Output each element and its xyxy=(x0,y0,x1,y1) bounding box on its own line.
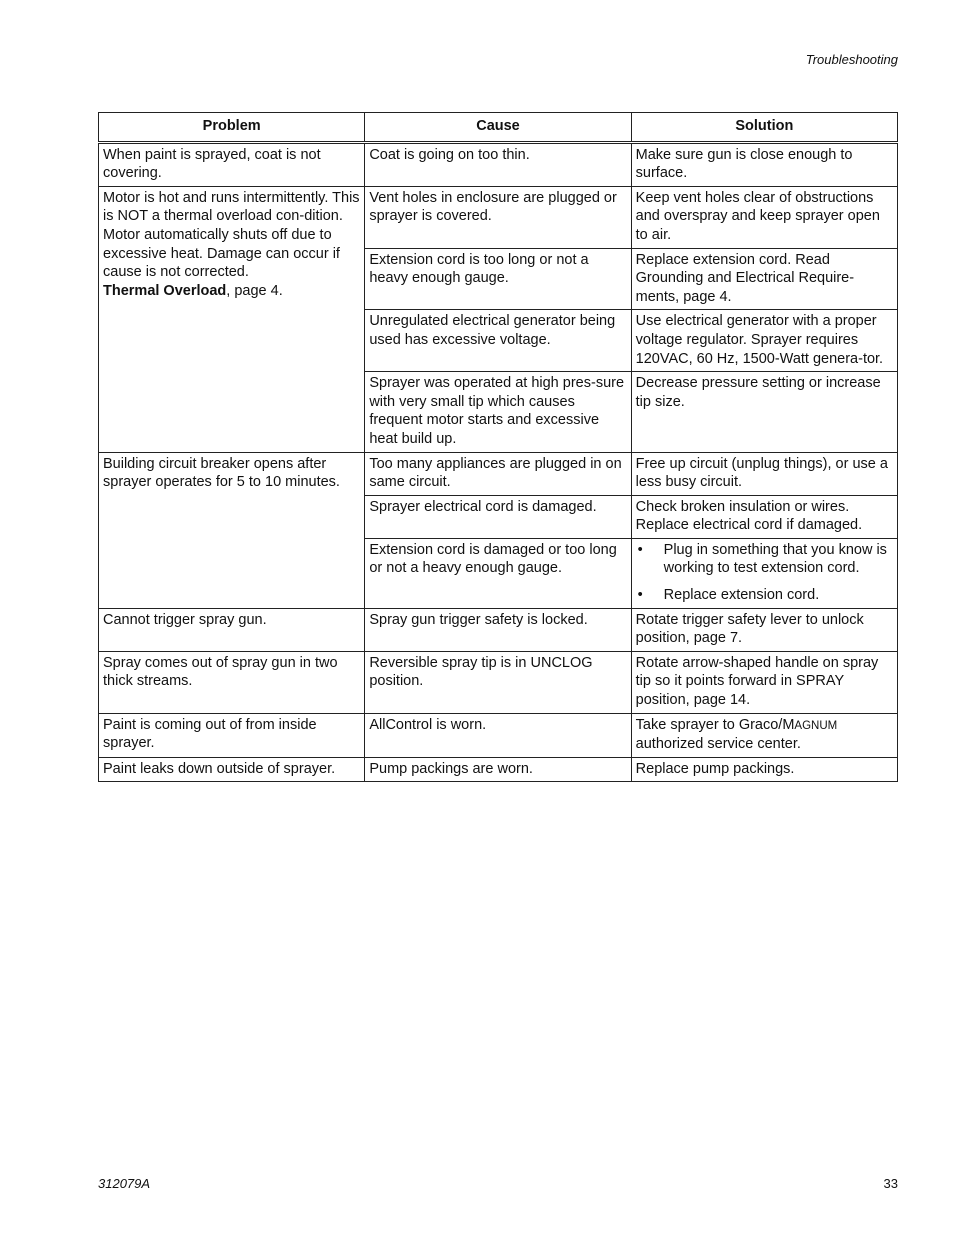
cause-cell: Sprayer was operated at high pres-sure with very small tip which causes frequent motor starts and excessive heat build up. xyxy=(365,372,631,452)
table-row xyxy=(99,452,898,495)
solution-cell xyxy=(631,538,897,608)
bullet-text: Plug in something that you know is working to test extension cord. xyxy=(663,541,887,577)
solution-cell: Decrease pressure setting or increase tip size. xyxy=(631,372,897,452)
bullet-icon: • xyxy=(637,541,643,558)
page-reference: , page 4. xyxy=(226,282,283,299)
bullet-icon: • xyxy=(637,587,643,604)
cause-cell: Spray gun trigger safety is locked. xyxy=(365,608,631,651)
table-row xyxy=(99,608,898,651)
document-number: 312079A xyxy=(98,1176,151,1191)
solution-cell: Make sure gun is close enough to surface. xyxy=(631,142,897,186)
solution-text-tail: authorized service center. xyxy=(635,736,801,753)
problem-cell: Building circuit breaker opens after sprayer operates for 5 to 10 minutes. xyxy=(99,452,365,608)
cause-cell: Too many appliances are plugged in on same circuit. xyxy=(365,452,631,495)
table-row xyxy=(99,186,898,248)
bullet-item xyxy=(636,586,893,605)
solution-cell: Rotate trigger safety lever to unlock position, page 7. xyxy=(631,608,897,651)
problem-cell: Paint leaks down outside of sprayer. xyxy=(99,757,365,782)
cause-cell: Extension cord is damaged or too long or not a heavy enough gauge. xyxy=(365,538,631,608)
brand-name-initial: M xyxy=(782,716,795,733)
problem-cell: When paint is sprayed, coat is not covering. xyxy=(99,142,365,186)
problem-cell: Spray comes out of spray gun in two thick streams. xyxy=(99,651,365,713)
troubleshooting-table xyxy=(98,112,898,782)
cause-cell: Unregulated electrical generator being used has excessive voltage. xyxy=(365,310,631,372)
cause-cell: Pump packings are worn. xyxy=(365,757,631,782)
solution-cell: Replace pump packings. xyxy=(631,757,897,782)
solution-cell: Rotate arrow-shaped handle on spray tip so it points forward in SPRAY position, page 14. xyxy=(631,651,897,713)
header-problem: Problem xyxy=(99,113,365,143)
solution-cell: Free up circuit (unplug things), or use a less busy circuit. xyxy=(631,452,897,495)
thermal-overload-reference: Thermal Overload xyxy=(103,282,227,299)
solution-cell: Check broken insulation or wires. Replace electrical cord if damaged. xyxy=(631,495,897,538)
solution-text: Take sprayer to Graco/ xyxy=(635,716,783,733)
solution-cell: Replace extension cord. Read Grounding and Electrical Require-ments, page 4. xyxy=(631,248,897,310)
solution-bullet-list xyxy=(636,541,893,605)
brand-name-smallcaps: AGNUM xyxy=(794,719,838,732)
problem-text: Motor is hot and runs intermittently. This is NOT a thermal overload con-dition. Motor automatically shuts off due to excessive heat. Damage can occur if cause is not corrected. xyxy=(103,189,360,281)
page-number: 33 xyxy=(883,1176,898,1191)
table-row xyxy=(99,651,898,713)
cause-cell: Coat is going on too thin. xyxy=(365,142,631,186)
header-solution: Solution xyxy=(631,113,897,143)
table-row xyxy=(99,142,898,186)
cause-cell: Extension cord is too long or not a heavy enough gauge. xyxy=(365,248,631,310)
solution-cell: Keep vent holes clear of obstructions and overspray and keep sprayer open to air. xyxy=(631,186,897,248)
header-cause: Cause xyxy=(365,113,631,143)
problem-cell xyxy=(99,186,365,452)
solution-cell: Use electrical generator with a proper voltage regulator. Sprayer requires 120VAC, 60 Hz, 1500-Watt genera-tor. xyxy=(631,310,897,372)
bullet-text: Replace extension cord. xyxy=(663,587,820,604)
bullet-item xyxy=(636,541,893,578)
table-header-row xyxy=(99,113,898,143)
problem-cell: Cannot trigger spray gun. xyxy=(99,608,365,651)
cause-cell: AllControl is worn. xyxy=(365,713,631,757)
section-header: Troubleshooting xyxy=(805,52,898,67)
solution-cell xyxy=(631,713,897,757)
table-row xyxy=(99,713,898,757)
cause-cell: Vent holes in enclosure are plugged or sprayer is covered. xyxy=(365,186,631,248)
cause-cell: Sprayer electrical cord is damaged. xyxy=(365,495,631,538)
cause-cell: Reversible spray tip is in UNCLOG position. xyxy=(365,651,631,713)
table-row xyxy=(99,757,898,782)
problem-cell: Paint is coming out of from inside sprayer. xyxy=(99,713,365,757)
